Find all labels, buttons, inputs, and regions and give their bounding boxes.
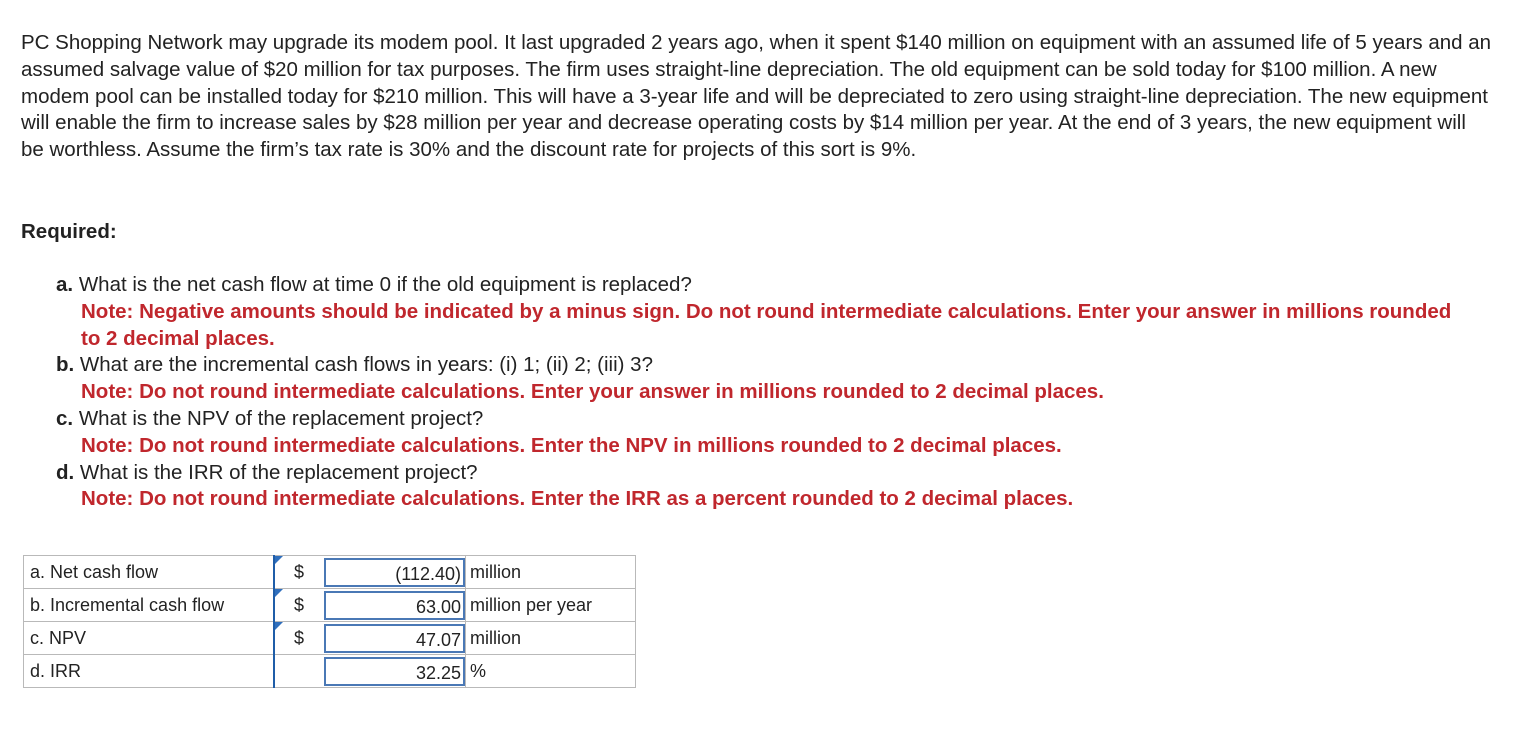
question-note: Note: Do not round intermediate calculations. Enter the IRR as a percent rounded to 2 decimal places. [81,487,1074,511]
question-text: What is the net cash flow at time 0 if the old equipment is replaced? [78,273,692,296]
question-c [56,406,1476,460]
net-cash-flow-input[interactable]: (112.40) [324,558,466,587]
currency-symbol: $ [293,627,304,648]
answer-row-incremental-cash-flow [24,589,636,622]
unit-label: million [466,556,636,589]
question-text: What is the NPV of the replacement project? [78,406,484,430]
answer-row-npv [24,622,636,655]
flag-icon [275,556,283,564]
answer-row-net-cash-flow [24,556,636,589]
answer-table [23,555,636,688]
answer-label: c. NPV [24,622,274,655]
currency-symbol: $ [293,561,304,582]
question-d [56,460,1476,514]
problem-statement: PC Shopping Network may upgrade its modem pool. It last upgraded 2 years ago, when it spent $140 million on equipment with an assumed life of 5 years and an assumed salvage value of $20 million for tax purposes. The firm uses straight-line depreciation. The old equipment can be sold today for $100 million. A new modem pool can be installed today for $210 million. This will have a 3-year life and will be depreciated to zero using straight-line depreciation. The new equipment will enable the firm to increase sales by $28 million per year and decrease operating costs by $14 million per year. At the end of 3 years, the new equipment will be worthless. Assume the firm’s tax rate is 30% and the discount rate for projects of this sort is 9%. [21,31,1492,162]
value-cell [324,622,466,655]
answer-label: b. Incremental cash flow [24,589,274,622]
unit-label: million per year [466,589,636,622]
value-cell [324,589,466,622]
flag-icon [275,589,283,597]
answer-label: d. IRR [24,655,274,688]
answer-row-irr [24,655,636,688]
currency-cell [274,655,324,688]
npv-input[interactable]: 47.07 [324,624,466,653]
flag-icon [275,622,283,630]
required-heading: Required: [21,220,117,243]
currency-cell [274,589,324,622]
question-b [56,352,1476,406]
question-letter: b. [56,353,75,377]
currency-cell [274,622,324,655]
question-text: What are the incremental cash flows in years: (i) 1; (ii) 2; (iii) 3? [79,353,653,377]
value-cell [324,655,466,688]
question-letter: d. [56,460,75,484]
question-note: Note: Do not round intermediate calculations. Enter the NPV in millions rounded to 2 decimal places. [81,433,1062,457]
question-letter: a. [56,273,74,296]
currency-symbol: $ [293,594,304,615]
incremental-cash-flow-input[interactable]: 63.00 [324,591,466,620]
answer-label: a. Net cash flow [24,556,274,589]
irr-input[interactable]: 32.25 [324,657,466,686]
question-list [56,272,1476,513]
unit-label: million [466,622,636,655]
unit-label: % [466,655,636,688]
question-note: Note: Do not round intermediate calculations. Enter your answer in millions rounded to 2 decimal places. [81,380,1104,404]
question-letter: c. [56,406,74,430]
value-cell [324,556,466,589]
currency-cell [274,556,324,589]
question-a [56,272,1476,352]
question-note: Note: Negative amounts should be indicated by a minus sign. Do not round intermediate calculations. Enter your answer in millions rounded to 2 decimal places. [81,299,1452,350]
question-text: What is the IRR of the replacement project? [79,460,478,484]
